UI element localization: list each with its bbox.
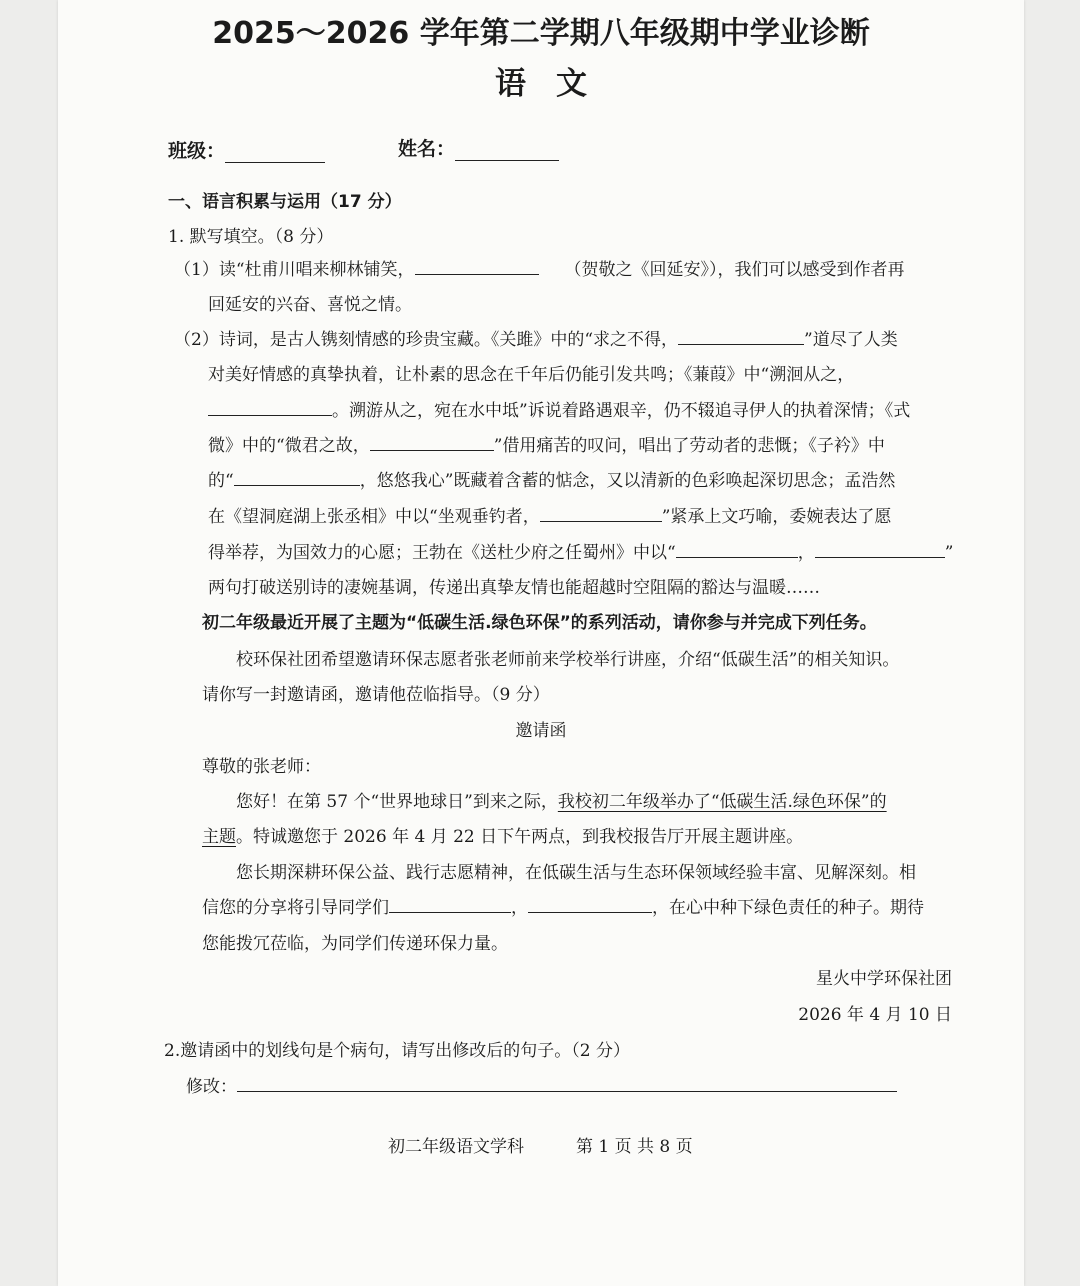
- activity-intro: 初二年级最近开展了主题为“低碳生活.绿色环保”的系列活动，请你参与并完成下列任务。: [202, 613, 877, 633]
- q1-2-text-h1: 得举荐，为国效力的心愿；王勃在《送杜少府之任蜀州》中以“: [208, 543, 676, 563]
- subject-title: 语文: [495, 66, 617, 102]
- q1-2-text-a: （2）诗词，是古人镌刻情感的珍贵宝藏。《关雎》中的“求之不得，: [174, 330, 679, 350]
- question-2-title: 2.邀请函中的划线句是个病句，请写出修改后的句子。（2 分）: [164, 1041, 630, 1061]
- q1-2-blank-3[interactable]: [370, 434, 494, 451]
- section-heading: 一、语言积累与运用（17 分）: [168, 192, 402, 212]
- q1-1-text-a: （1）读“杜甫川唱来柳林铺笑，: [174, 260, 415, 280]
- letter-para-1-line-2: [202, 822, 803, 847]
- letter-signature: 星火中学环保社团: [816, 969, 952, 989]
- class-field: [168, 136, 325, 163]
- q2-answer-row: [186, 1072, 897, 1097]
- q1-2-line-1: [174, 325, 898, 350]
- q1-2-text-g2: ”紧承上文巧喻，委婉表达了愿: [661, 507, 892, 527]
- q1-2-line-8: 两句打破送别诗的凄婉基调，传递出真挚友情也能超越时空阻隔的豁达与温暖……: [208, 578, 820, 598]
- q1-2-line-4: [208, 431, 885, 456]
- q1-2-text-f1: 的“: [208, 471, 234, 491]
- q1-1-line-1: [174, 255, 905, 280]
- name-blank[interactable]: [455, 142, 559, 161]
- name-field: [398, 134, 559, 161]
- q2-answer-blank[interactable]: [237, 1075, 897, 1092]
- letter-underlined-sentence-b: 主题: [202, 827, 236, 847]
- letter-underlined-sentence-a: 我校初二年级举办了“低碳生活.绿色环保”的: [557, 792, 887, 812]
- q1-2-blank-5[interactable]: [540, 505, 662, 522]
- footer-page-info: 第 1 页 共 8 页: [576, 1137, 693, 1157]
- activity-task-line-2: 请你写一封邀请函，邀请他莅临指导。（9 分）: [202, 685, 550, 705]
- letter-para-2-line-1: 您长期深耕环保公益、践行志愿精神，在低碳生活与生态环保领域经验丰富、见解深刻。相: [236, 863, 916, 883]
- q1-2-text-g1: 在《望洞庭湖上张丞相》中以“坐观垂钓者，: [208, 507, 540, 527]
- letter-p2-text-b3: ，在心中种下绿色责任的种子。期待: [652, 898, 924, 918]
- letter-para-2-line-2: [202, 893, 924, 918]
- letter-salutation: 尊敬的张老师：: [202, 757, 321, 777]
- exam-title: 2025～2026 学年第二学期八年级期中学业诊断: [212, 16, 870, 51]
- q1-2-text-e1: 微》中的“微君之故，: [208, 436, 370, 456]
- letter-date: 2026 年 4 月 10 日: [798, 1005, 952, 1025]
- footer-subject: 初二年级语文学科: [388, 1137, 524, 1157]
- q1-2-line-3: [208, 396, 910, 421]
- q1-2-line-5: [208, 466, 895, 491]
- q1-1-blank[interactable]: [415, 258, 539, 275]
- q1-2-text-h2: ，: [797, 543, 815, 563]
- q1-2-blank-4[interactable]: [234, 469, 360, 486]
- q1-2-line-7: [208, 538, 953, 563]
- letter-title: 邀请函: [515, 721, 567, 741]
- activity-task-line-1: 校环保社团希望邀请环保志愿者张老师前来学校举行讲座，介绍“低碳生活”的相关知识。: [236, 650, 900, 670]
- q1-2-text-b: ”道尽了人类: [804, 330, 898, 350]
- letter-p2-text-b2: ，: [511, 898, 528, 918]
- q1-2-line-6: [208, 502, 891, 527]
- name-label: 姓名：: [398, 138, 456, 160]
- letter-p1-text-a: 您好！在第 57 个“世界地球日”到来之际，: [236, 792, 558, 812]
- q1-2-blank-1[interactable]: [678, 328, 804, 345]
- q1-2-blank-2[interactable]: [208, 399, 332, 416]
- letter-p2-text-b1: 信您的分享将引导同学们: [202, 898, 389, 918]
- letter-blank-1[interactable]: [389, 896, 511, 913]
- class-label: 班级：: [168, 140, 226, 162]
- letter-para-2-line-3: 您能拨冗莅临，为同学们传递环保力量。: [202, 934, 508, 954]
- q1-2-blank-6[interactable]: [676, 541, 798, 558]
- q1-2-line-2: 对美好情感的真挚执着，让朴素的思念在千年后仍能引发共鸣；《蒹葭》中“溯洄从之，: [208, 365, 855, 385]
- letter-p1-text-b: 。特诚邀您于 2026 年 4 月 22 日下午两点，到我校报告厅开展主题讲座。: [236, 827, 804, 847]
- q1-2-text-h3: ”: [944, 543, 954, 563]
- letter-para-1-line-1: [236, 787, 887, 812]
- q1-2-text-f2: ，悠悠我心”既藏着含蓄的惦念，又以清新的色彩唤起深切思念；孟浩然: [359, 471, 896, 491]
- q1-2-text-e2: ”借用痛苦的叹问，唱出了劳动者的悲慨；《子衿》中: [493, 436, 885, 456]
- q1-1-text-b: （贺敬之《回延安》），我们可以感受到作者再: [564, 260, 905, 280]
- q1-1-line-2: 回延安的兴奋、喜悦之情。: [208, 295, 412, 315]
- question-1-title: 1. 默写填空。（8 分）: [168, 227, 334, 247]
- q1-2-blank-7[interactable]: [815, 541, 945, 558]
- letter-blank-2[interactable]: [528, 896, 652, 913]
- class-blank[interactable]: [225, 144, 325, 163]
- exam-page: [58, 0, 1024, 1286]
- q1-2-text-d: 。溯游从之，宛在水中坻”诉说着路遇艰辛，仍不辍追寻伊人的执着深情；《式: [332, 401, 911, 421]
- q2-answer-label: 修改：: [186, 1077, 237, 1097]
